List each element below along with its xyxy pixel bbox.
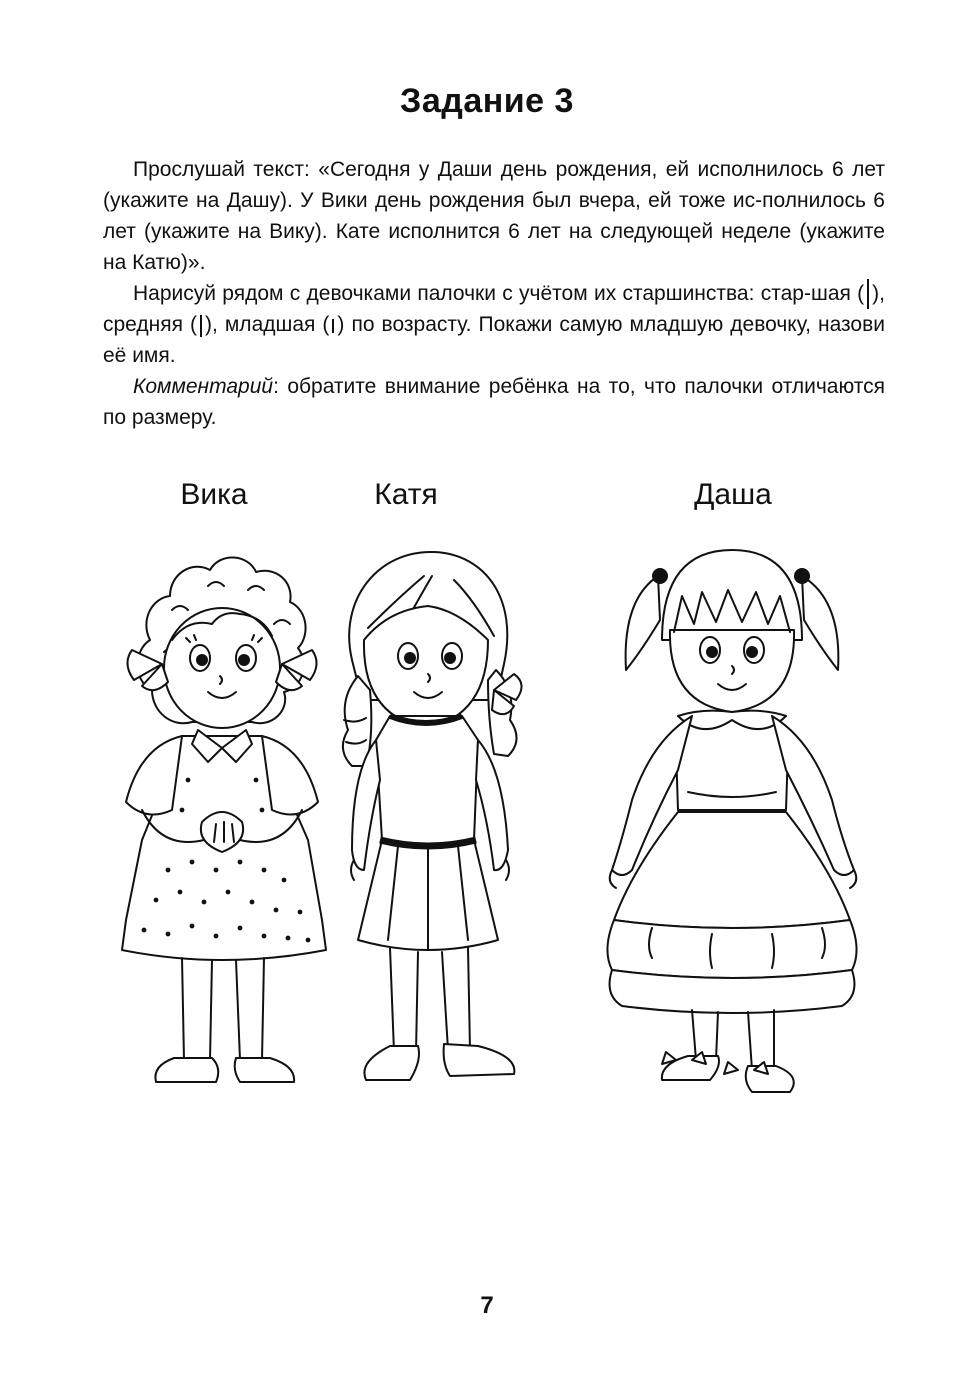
girl-name-katya: Катя <box>374 478 438 511</box>
task-text-end: ) по возрасту. Покажи самую младшую девочку, назови её имя. <box>103 313 885 368</box>
instruction-line: неделе (укажите на Катю)». <box>103 220 885 274</box>
katya-illustration <box>318 540 538 1100</box>
task-text <box>103 154 885 433</box>
tall-stick-icon <box>867 279 869 309</box>
comment-text: : обратите внимание ребёнка на то, что палочки отличаются по размеру. <box>103 375 885 430</box>
instruction-line: полнилось 6 лет (укажите на Вику). Кате исполнится 6 лет на следующей <box>103 189 885 243</box>
task-text-youngest: ), младшая ( <box>205 313 330 337</box>
page-number: 7 <box>480 1292 494 1319</box>
comment-label: Комментарий <box>133 375 274 399</box>
dasha-illustration <box>592 540 882 1100</box>
medium-stick-icon <box>200 315 202 337</box>
comment-paragraph <box>103 371 885 433</box>
task-text-oldest: шая ( <box>810 282 865 305</box>
girl-name-vika: Вика <box>180 478 248 511</box>
page-title: Задание 3 <box>400 82 574 120</box>
girl-name-dasha: Даша <box>694 478 772 511</box>
instruction-paragraph <box>103 154 885 278</box>
instruction-line: Прослушай текст: «Сегодня у Даши день рождения, ей исполнилось <box>133 158 824 181</box>
vika-illustration <box>112 540 332 1100</box>
task-text-middle: ), средняя ( <box>103 282 885 337</box>
instruction-line: 6 лет (укажите на Дашу). У Вики день рождения был вчера, ей тоже ис- <box>103 158 886 212</box>
task-paragraph <box>103 278 885 371</box>
short-stick-icon <box>332 319 334 333</box>
task-text-start: Нарисуй рядом с девочками палочки с учётом их старшинства: стар- <box>133 282 811 305</box>
